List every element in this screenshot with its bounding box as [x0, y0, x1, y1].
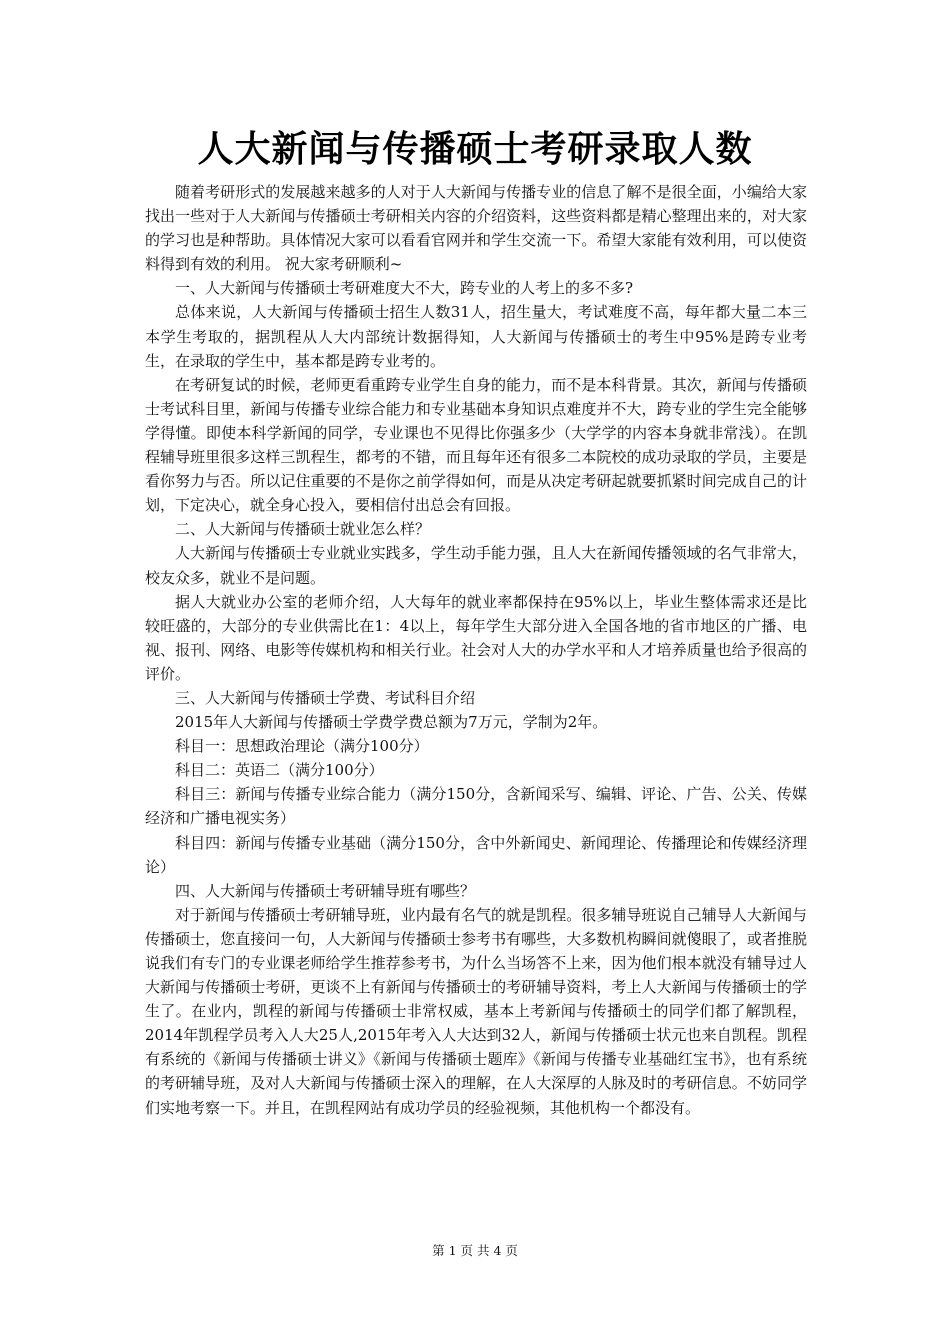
subject-item: 科目三：新闻与传播专业综合能力（满分150分，含新闻采写、编辑、评论、广告、公关、传媒经济和广播电视实务） [145, 785, 807, 828]
body-paragraph: 人大新闻与传播硕士专业就业实践多，学生动手能力强，且人大在新闻传播领域的名气非常大，校友众多，就业不是问题。 [145, 544, 807, 587]
body-paragraph: 总体来说，人大新闻与传播硕士招生人数31人，招生量大，考试难度不高，每年都大量二本三本学生考取的，据凯程从人大内部统计数据得知，人大新闻与传播硕士的考生中95%是跨专业考生，在录取的学生中，基本都是跨专业考的。 [145, 303, 807, 370]
section-heading-2: 二、人大新闻与传播硕士就业怎么样？ [175, 520, 431, 539]
intro-paragraph: 随着考研形式的发展越来越多的人对于人大新闻与传播专业的信息了解不是很全面，小编给大家找出一些对于人大新闻与传播硕士考研相关内容的介绍资料，这些资料都是精心整理出来的，对大家的学习也是种帮助。具体情况大家可以看看官网并和学生交流一下。希望大家能有效利用，可以使资料得到有效的利用。 祝大家考研顺利~ [145, 183, 807, 274]
body-paragraph: 据人大就业办公室的老师介绍，人大每年的就业率都保持在95%以上，毕业生整体需求还是比较旺盛的，大部分的专业供需比在1：4以上，每年学生大部分进入全国各地的省市地区的广播、电视、报刊、网络、电影等传媒机构和相关行业。社会对人大的办学水平和人才培养质量也给予很高的评价。 [145, 592, 807, 683]
section-heading-1: 一、人大新闻与传播硕士考研难度大不大，跨专业的人考上的多不多? [175, 279, 634, 298]
body-paragraph: 在考研复试的时候，老师更看重跨专业学生自身的能力，而不是本科背景。其次，新闻与传播硕士考试科目里，新闻与传播专业综合能力和专业基础本身知识点难度并不大，跨专业的学生完全能够学得懂。即使本科学新闻的同学，专业课也不见得比你强多少（大学学的内容本身就非常浅）。在凯程辅导班里很多这样三凯程生，都考的不错，而且每年还有很多二本院校的成功录取的学员，主要是看你努力与否。所以记住重要的不是你之前学得如何，而是从决定考研起就要抓紧时间完成自己的计划，下定决心，就全身心投入，要相信付出总会有回报。 [145, 375, 807, 515]
section-heading-3: 三、人大新闻与传播硕士学费、考试科目介绍 [175, 688, 476, 707]
page-footer: 第 1 页 共 4 页 [432, 1243, 518, 1258]
subject-item: 科目四：新闻与传播专业基础（满分150分，含中外新闻史、新闻理论、传播理论和传媒经济理论） [145, 833, 807, 876]
body-paragraph: 对于新闻与传播硕士考研辅导班，业内最有名气的就是凯程。很多辅导班说自己辅导人大新闻与传播硕士，您直接问一句，人大新闻与传播硕士参考书有哪些，大多数机构瞬间就傻眼了，或者推脱说我们有专门的专业课老师给学生推荐参考书，为什么当场答不上来，因为他们根本就没有辅导过人大新闻与传播硕士考研，更谈不上有新闻与传播硕士的考研辅导资料，考上人大新闻与传播硕士的学生了。在业内，凯程的新闻与传播硕士非常权威，基本上考新闻与传播硕士的同学们都了解凯程，2014年凯程学员考入人大25人,2015年考入人大达到32人，新闻与传播硕士状元也来自凯程。凯程有系统的《新闻与传播硕士讲义》《新闻与传播硕士题库》《新闻与传播专业基础红宝书》，也有系统的考研辅导班，及对人大新闻与传播硕士深入的理解，在人大深厚的人脉及时的考研信息。不妨同学们实地考察一下。并且，在凯程网站有成功学员的经验视频，其他机构一个都没有。 [145, 905, 807, 1117]
document-title: 人大新闻与传播硕士考研录取人数 [197, 129, 753, 170]
subject-item: 科目二：英语二（满分100分） [175, 761, 384, 780]
subject-item: 科目一：思想政治理论（满分100分） [175, 737, 429, 756]
body-paragraph: 2015年人大新闻与传播硕士学费学费总额为7万元，学制为2年。 [175, 713, 608, 732]
document-body [145, 180, 807, 1120]
section-heading-4: 四、人大新闻与传播硕士考研辅导班有哪些？ [175, 881, 476, 900]
